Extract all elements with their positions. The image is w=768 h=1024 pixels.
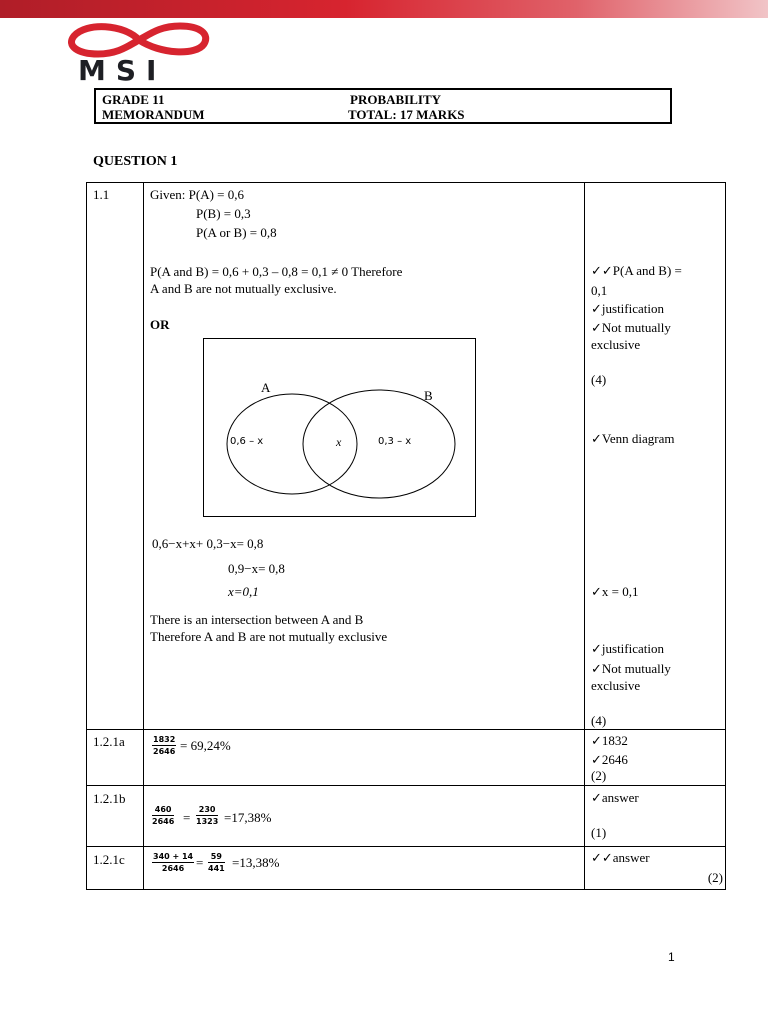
conclusion-line: There is an intersection between A and B	[150, 612, 364, 627]
memo-table	[86, 182, 726, 890]
equation-line: x=0,1	[228, 584, 259, 599]
equation-line: 0,9−x= 0,8	[228, 561, 285, 576]
total-marks-label: TOTAL: 17 MARKS	[348, 107, 465, 122]
venn-intersection: x	[336, 435, 342, 449]
result-text: =17,38%	[224, 810, 272, 825]
calculation-line: A and B are not mutually exclusive.	[150, 281, 337, 296]
table-row	[87, 847, 726, 890]
or-label: OR	[150, 317, 170, 332]
result-text: =13,38%	[232, 855, 280, 870]
memorandum-label: MEMORANDUM	[102, 107, 205, 122]
mark-item: ✓x = 0,1	[591, 584, 639, 599]
fraction: $\frac{340 + 14}{2646}$	[153, 852, 194, 873]
row-number: 1.1	[93, 187, 110, 202]
mark-total: (2)	[707, 870, 723, 885]
mark-item: 0,1	[591, 283, 608, 298]
grade-label: GRADE 11	[102, 92, 165, 107]
question-title: QUESTION 1	[93, 154, 178, 169]
given-line: P(B) = 0,3	[196, 206, 251, 221]
mark-item: ✓2646	[591, 752, 628, 767]
row-number: 1.2.1a	[93, 734, 125, 749]
fraction: $\frac{59}{441}$	[208, 852, 225, 873]
mark-item: ✓✓P(A and B) =	[591, 263, 682, 278]
page-number: 1	[668, 950, 675, 964]
venn-region-b: 0,3 – x	[378, 436, 412, 447]
venn-label-a: A	[261, 380, 271, 395]
conclusion-line: Therefore A and B are not mutually exclusive	[150, 629, 388, 644]
mark-item: ✓answer	[591, 790, 639, 805]
mark-item: ✓✓answer	[591, 850, 650, 865]
given-line: P(A or B) = 0,8	[196, 225, 277, 240]
mark-item: ✓justification	[591, 301, 664, 316]
equals-sign: =	[183, 810, 191, 825]
table-row	[87, 786, 726, 847]
table-row	[87, 730, 726, 786]
marks-cell	[585, 183, 725, 729]
result-text: = 69,24%	[180, 738, 231, 753]
mark-total: (4)	[591, 713, 607, 728]
mark-total: (1)	[591, 825, 607, 840]
mark-item: ✓Not mutually	[591, 320, 671, 335]
given-line: Given: P(A) = 0,6	[150, 187, 244, 202]
venn-diagram	[203, 338, 476, 517]
fraction: $\frac{1832}{2646}$	[153, 735, 176, 756]
mark-item: ✓Not mutually	[591, 661, 671, 676]
svg-text:√x: √x	[166, 34, 181, 47]
equals-sign: =	[196, 855, 204, 870]
venn-label-b: B	[424, 388, 433, 403]
top-red-banner	[0, 0, 768, 18]
table-row	[87, 183, 726, 730]
mark-item: exclusive	[591, 678, 641, 693]
row-number: 1.2.1b	[93, 791, 126, 806]
answer-cell	[144, 183, 584, 729]
subject-label: PROBABILITY	[350, 92, 442, 107]
header-box	[94, 88, 672, 124]
mark-item: exclusive	[591, 337, 641, 352]
fraction: $\frac{460}{2646}$	[152, 805, 175, 826]
mark-item: ✓1832	[591, 733, 628, 748]
calculation-line: P(A and B) = 0,6 + 0,3 – 0,8 = 0,1 ≠ 0 Therefore	[150, 264, 403, 279]
logo-text: MSI	[78, 54, 167, 87]
venn-region-a: 0,6 – x	[230, 436, 264, 447]
mark-total: (2)	[591, 768, 607, 783]
mark-total: (4)	[591, 372, 607, 387]
equation-line: 0,6−x+x+ 0,3−x= 0,8	[152, 536, 264, 551]
mark-item: ✓justification	[591, 641, 664, 656]
row-number: 1.2.1c	[93, 852, 125, 867]
venn-circles	[204, 339, 475, 516]
mark-item: ✓Venn diagram	[591, 431, 675, 446]
fraction: $\frac{230}{1323}$	[196, 805, 219, 826]
